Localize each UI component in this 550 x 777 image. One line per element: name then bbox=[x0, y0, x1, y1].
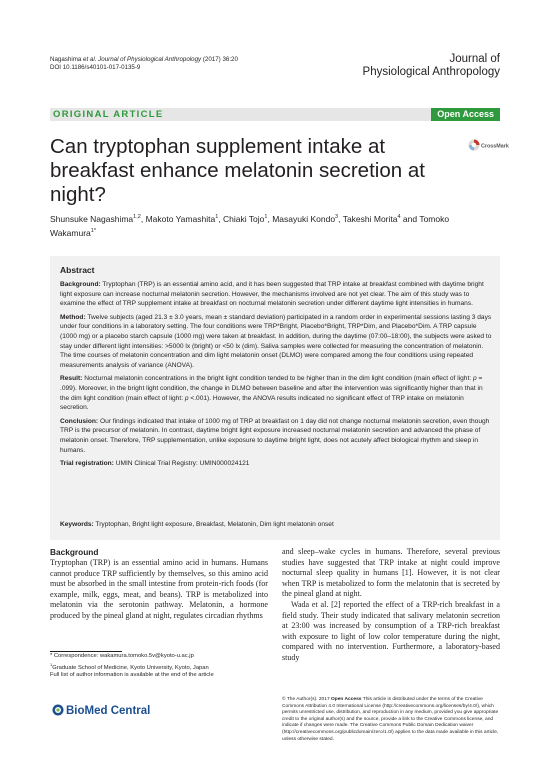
crossmark-logo[interactable] bbox=[468, 138, 509, 152]
abstract-method-label: Method: bbox=[60, 313, 86, 321]
author-separator: , bbox=[267, 213, 273, 224]
keywords-text: Tryptophan, Bright light exposure, Breakfast, Melatonin, Dim light melatonin onset bbox=[93, 521, 334, 528]
author-name: Shunsuke Nagashima bbox=[50, 213, 134, 224]
abstract-body bbox=[60, 280, 492, 473]
abstract-result-p1: p bbox=[472, 375, 477, 383]
abstract-method-text: Twelve subjects (aged 21.3 ± 3.0 years, mean ± standard deviation) participated in a random order in experimental sessions lasting 3 days under four conditions in a laboratory setting. The four conditions were TRP*Bright, Placebo*Bright, TRP*Dim, and Placebo*Dim. A TRP capsule (1000 mg) or a placebo starch capsule (1000 mg) were taken at breakfast. In addition, during the daytime (07:00–18:00), the subjects were asked to stay under different light intensities: >5000 lx (bright) or <50 lx (dim). Saliva samples were collected for measuring the concentration of melatonin. The time courses of melatonin concentration and dim light melatonin onset (DLMO) were compared among the four conditions using repeated measurements analysis of variance (ANOVA). bbox=[60, 313, 492, 369]
author-name: Masayuki Kondo bbox=[272, 213, 336, 224]
body-paragraph: Tryptophan (TRP) is an essential amino acid in humans. Humans cannot produce TRP sufficiently by themselves, so this amino acid must be absorbed in the small intestine from protein-rich foods (for example, milk, eggs, meat, and beans). TRP is metabolized into melatonin via the serotonin pathway. Melatonin, a hormone produced by the pineal gland at night, regulates circadian rhythms bbox=[50, 558, 268, 620]
license-text bbox=[282, 697, 500, 743]
open-access-badge: Open Access bbox=[431, 108, 500, 121]
citation-year: (2017) 36:20 bbox=[201, 56, 238, 63]
abstract-conclusion-text: Our findings indicated that intake of 1000 mg of TRP at breakfast on 1 day did not change nocturnal melatonin secretion, even though TRP is the precursor of melatonin. In contrast, daytime bright light exposure increased nocturnal melatonin secretion and advanced the phase of melatonin onset. Therefore, TRP supplementation, unlike exposure to daytime bright light, does not acutely affect biological rhythm and sleep in humans. bbox=[60, 417, 490, 454]
crossmark-text: CrossMark bbox=[481, 143, 509, 150]
author-list bbox=[50, 211, 470, 239]
author-name: Takeshi Morita bbox=[342, 213, 398, 224]
author-name: Chiaki Tojo bbox=[222, 213, 265, 224]
abstract-result bbox=[60, 374, 492, 412]
biomed-central-text: BioMed Central bbox=[66, 705, 151, 717]
author-name: Tomoko Wakamura bbox=[50, 213, 450, 238]
crossmark-icon bbox=[468, 138, 509, 152]
journal-name bbox=[363, 53, 500, 78]
journal-name-line2: Physiological Anthropology bbox=[362, 65, 500, 78]
keywords bbox=[60, 520, 492, 529]
abstract-trial bbox=[60, 459, 492, 469]
abstract-result-text-1: Nocturnal melatonin concentrations in the bright light condition tended to be higher than in the dim light condition (main effect of light: bbox=[82, 375, 473, 383]
full-list-note: Full list of author information is available at the end of the article bbox=[50, 672, 214, 679]
journal-name-line1: Journal of bbox=[449, 53, 500, 65]
author-separator: and bbox=[400, 213, 420, 224]
article-type-label: ORIGINAL ARTICLE bbox=[53, 109, 164, 120]
author-separator: , bbox=[218, 213, 223, 224]
article-title: Can tryptophan supplement intake at breakfast enhance melatonin secretion at night? bbox=[50, 135, 425, 206]
author-affiliation-sup: 3 bbox=[335, 214, 339, 220]
biomed-central-icon bbox=[52, 702, 150, 718]
abstract-conclusion-label: Conclusion: bbox=[60, 417, 99, 425]
abstract-trial-label: Trial registration: bbox=[60, 460, 114, 468]
affiliation-text: Graduate School of Medicine, Kyoto University, Kyoto, Japan bbox=[52, 664, 209, 671]
biomed-central-logo[interactable] bbox=[52, 702, 150, 718]
citation bbox=[50, 56, 238, 72]
affiliation-sup: 1 bbox=[50, 661, 53, 667]
author-affiliation-sup: 4 bbox=[397, 214, 401, 220]
abstract-result-label: Result: bbox=[60, 375, 83, 383]
doi[interactable]: DOI 10.1186/s40101-017-0135-9 bbox=[50, 64, 141, 71]
background-heading: Background bbox=[50, 547, 99, 557]
author-affiliation-sup: 1 bbox=[264, 214, 268, 220]
author-name: Makoto Yamashita bbox=[145, 213, 216, 224]
license-text-1: © The Author(s). 2017 bbox=[282, 697, 331, 702]
abstract-conclusion bbox=[60, 417, 492, 455]
article-type-band bbox=[50, 108, 500, 121]
author-affiliation-sup: 1* bbox=[90, 227, 96, 234]
author-affiliation-sup: 1,2 bbox=[133, 214, 141, 220]
body-right-column bbox=[282, 547, 500, 664]
correspondence[interactable]: * Correspondence: wakamura.tomoko.5v@kyoto-u.ac.jp bbox=[50, 653, 194, 659]
abstract-result-text-3: <.001). However, the ANOVA results indicated no significant effect of TRP intake on melatonin secretion. bbox=[60, 394, 464, 412]
license-text-2: This article is distributed under the terms of the Creative Commons Attribution 4.0 International License (http://creativecommons.org/licenses/by/4.0/), which permits unrestricted use, distribution, and reproduction in any medium, provided you give appropriate credit to the original author(s) and the source, provide a link to the Creative Commons license, and indicate if changes were made. The Creative Commons Public Domain Dedication waiver (http://creativecommons.org/publicdomain/zero/1.0/) applies to the data made available in this article, unless otherwise stated. bbox=[282, 697, 499, 742]
abstract-method bbox=[60, 313, 492, 371]
abstract-trial-text: UMIN Clinical Trial Registry: UMIN000024121 bbox=[113, 460, 250, 468]
abstract-background bbox=[60, 280, 492, 309]
abstract-result-text-2: = .099). Moreover, in the bright light condition, the change in DLMO between baseline and after the intervention was significantly higher than that in the dim light condition (main effect of light: bbox=[60, 375, 483, 402]
footnote bbox=[50, 653, 268, 680]
affiliation bbox=[50, 661, 268, 673]
body-paragraph: and sleep–wake cycles in humans. Therefore, several previous studies have suggested that TRP intake at night could improve nocturnal sleep quality in humans [1]. However, it is not clear when TRP is metabolized to form the melatonin that is secreted by the pineal gland at night. bbox=[282, 547, 500, 599]
abstract-background-text: Tryptophan (TRP) is an essential amino acid, and it has been suggested that TRP intake at breakfast combined with daytime bright light exposure can increase nocturnal melatonin secretion. However, the mechanisms involved are not yet clear. The aim of this study was to examine the effect of TRP supplement intake at breakfast on nocturnal melatonin secretion under different daytime light intensities in humans. bbox=[60, 281, 484, 308]
license-open-access: Open Access bbox=[330, 697, 362, 702]
keywords-label: Keywords: bbox=[60, 521, 94, 528]
body-left-column bbox=[50, 547, 268, 622]
body-paragraph: Wada et al. [2] reported the effect of a TRP-rich breakfast in a field study. Their study indicated that salivary melatonin secretion at 23:00 was increased by consumption of a TRP-rich breakfast with exposure to light of low color temperature during the night, compared with no intervention. Furthermore, a laboratory-based study bbox=[282, 599, 500, 662]
footnote-rule bbox=[50, 651, 122, 652]
citation-authors: Nagashima bbox=[50, 56, 84, 63]
citation-journal: et al. Journal of Physiological Anthropology bbox=[83, 56, 202, 63]
abstract-result-p2: p bbox=[184, 394, 189, 402]
abstract-background-label: Background: bbox=[60, 281, 101, 288]
author-separator: , bbox=[140, 213, 146, 224]
author-affiliation-sup: 1 bbox=[215, 214, 219, 220]
author-separator: , bbox=[338, 213, 343, 224]
abstract-heading: Abstract bbox=[60, 265, 95, 275]
